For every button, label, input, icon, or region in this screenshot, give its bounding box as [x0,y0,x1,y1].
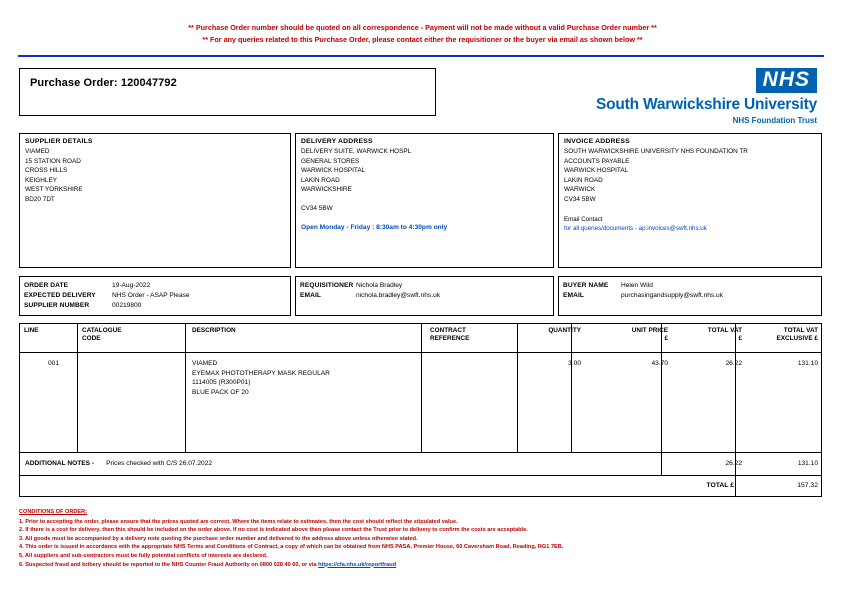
notes-column-divider [661,453,662,475]
supplier-line: WEST YORKSHIRE [25,186,83,194]
invoice-contact-email[interactable]: for all queries/documents - ap.invoices@swft.nhs.uk [564,225,707,233]
supplier-number-value: 00219800 [112,302,142,309]
condition-item: 3. All goods must be accompanied by a delivery note quoting the purchase order number and delivered to the address above unless otherwise stated. [19,535,418,542]
subtotal-excl: 131.10 [797,460,818,467]
delivery-line: WARWICKSHIRE [301,186,352,194]
invoice-line: WARWICK [564,186,596,194]
invoice-line: LAKIN ROAD [564,176,603,184]
buyer-email-label: EMAIL [563,292,585,299]
supplier-line: KEIGHLEY [25,176,57,184]
requisitioner-email-row [296,291,553,301]
requisitioner-name: Nichola Bradley [356,282,403,289]
nhs-logo: NHS [756,68,817,93]
order-date-label: ORDER DATE [24,282,69,289]
notice-line-2: ** For any queries related to this Purchase Order, please contact either the requisitioner or the buyer via email as shown below ** [202,35,643,44]
column-header-total-l1: TOTAL VAT [783,327,818,334]
header-divider [18,55,824,57]
invoice-line: ACCOUNTS PAYABLE [564,157,630,165]
delivery-postcode: CV34 5BW [301,204,333,212]
column-header-vat-l1: TOTAL VAT [707,327,742,334]
requisitioner-email-label: EMAIL [300,292,322,299]
column-header-description: DESCRIPTION [192,327,236,334]
invoice-heading: INVOICE ADDRESS [564,138,630,145]
column-header-vat-l2: £ [738,335,742,343]
description-line: 1114005 (R300P01) [192,379,251,387]
invoice-email-contact [564,215,816,234]
nhs-trust-name: South Warwickshire University [595,96,817,113]
buyer-box [558,276,822,316]
cell-quantity: 3.00 [568,360,581,367]
table-row [20,353,821,453]
delivery-heading: DELIVERY ADDRESS [301,138,373,145]
column-header-total-l2: EXCLUSIVE £ [776,335,818,343]
condition-item: 2. If there is a cost for delivery, then this should be included on the order above. If no cost is indicated above then please contact the Trust prior to delivery to confirm the costs are acceptable. [19,527,528,534]
condition-item: 4. This order is issued in accordance with the appropriate NHS Terms and Conditions of Contract, a copy of which can be obtained from NHS PASA, Premier House, 60 Caversham Road, Reading, RG1 7EB. [19,544,564,551]
condition-item: 5. All suppliers and sub-contractors must be fully potential conflicts of interests are declared. [19,552,268,559]
requisitioner-box [295,276,554,316]
description-line: EYEMAX PHOTOTHERAPY MASK REGULAR [192,369,330,377]
delivery-line: GENERAL STORES [301,157,360,165]
description-line: VIAMED [192,360,218,367]
cell-description [192,359,330,397]
grand-total-value: 157.32 [797,482,818,489]
fraud-report-link[interactable]: https://cfa.nhs.uk/reportfraud [318,561,397,568]
nhs-logo-block [567,68,817,125]
cell-unit-price: 43.70 [651,360,668,367]
delivery-address-box [295,133,554,268]
delivery-opening-hours: Open Monday - Friday : 8:30am to 4:30pm only [301,223,448,231]
invoice-line: SOUTH WARWICKSHIRE UNIVERSITY NHS FOUNDATION TR [564,148,748,155]
supplier-line: BD20 7DT [25,195,55,203]
condition-item-fraud-text: 6. Suspected fraud and bribery should be reported to the NHS Counter Fraud Authority on 0800 028 40 60, or via [19,561,319,568]
column-header-unit-l2: £ [664,335,668,343]
delivery-line: DELIVERY SUITE, WARWICK HOSPL [301,148,412,155]
line-items-table [19,323,822,453]
description-line: BLUE PACK OF 20 [192,388,249,396]
column-header-quantity: QUANTITY [548,327,581,334]
grand-total-row [19,476,822,497]
supplier-heading: SUPPLIER DETAILS [25,138,93,145]
column-header-line: LINE [24,327,39,334]
additional-notes-label [25,460,212,467]
column-header-total-excl [744,324,818,352]
conditions-of-order [19,508,824,569]
additional-notes-row [19,453,822,476]
column-header-unit-l1: UNIT PRICE [631,327,668,334]
grand-total-divider [735,476,736,496]
header-notice [55,22,790,46]
expected-delivery-value: NHS Order - ASAP Please [112,292,190,299]
invoice-line: CV34 5BW [564,195,596,203]
buyer-name-row [559,277,821,291]
cell-total-vat: 26.22 [725,360,742,367]
column-header-unit-price [580,324,668,352]
delivery-line: WARWICK HOSPITAL [301,167,366,175]
invoice-contact-heading: Email Contact [564,215,603,223]
supplier-line: CROSS HILLS [25,167,68,175]
supplier-line: VIAMED [25,148,50,155]
additional-notes-value: Prices checked with C/S 26.07.2022 [106,460,213,467]
subtotal-vat: 26.22 [725,460,742,467]
buyer-email-row [559,291,821,301]
page-title: Purchase Order: 120047792 [30,77,177,89]
condition-item: 1. Prior to accepting the order, please ensure that the prices quoted are correct. Where the items relate to estimates, then the cost should reflect the stipulated value. [19,518,458,525]
notice-line-1: ** Purchase Order number should be quoted on all correspondence - Payment will not be made without a valid Purchase Order number ** [188,23,657,32]
buyer-email-value[interactable]: purchasingandsupply@swft.nhs.uk [621,292,723,299]
purchase-order-box [19,68,436,116]
supplier-number-label: SUPPLIER NUMBER [24,302,90,309]
invoice-line: WARWICK HOSPITAL [564,167,629,175]
supplier-line: 15 STATION ROAD [25,157,81,165]
expected-delivery-row [20,291,290,301]
supplier-details-box [19,133,291,268]
expected-delivery-label: EXPECTED DELIVERY [24,292,96,299]
supplier-number-row [20,301,290,311]
conditions-heading: CONDITIONS OF ORDER: [19,509,88,515]
column-header-total-vat [670,324,742,352]
order-date-value: 19-Aug-2022 [112,282,151,289]
order-date-row [20,277,290,291]
requisitioner-label: REQUISITIONER [300,282,354,289]
column-header-catalogue [82,324,172,352]
cell-total-excl: 131.10 [797,360,818,367]
column-header-catalogue-l1: CATALOGUE [82,327,122,334]
condition-item-fraud [19,561,824,570]
buyer-name-label: BUYER NAME [563,282,609,289]
delivery-line: LAKIN ROAD [301,176,340,184]
nhs-trust-subtitle: NHS Foundation Trust [732,116,817,125]
column-header-contract-l2: REFERENCE [430,335,470,343]
invoice-address-box [558,133,822,268]
additional-notes-label-text: ADDITIONAL NOTES - [25,460,95,467]
column-header-contract [430,324,510,352]
cell-line-number: 001 [48,360,60,367]
column-header-catalogue-l2: CODE [82,335,101,343]
grand-total-label: TOTAL £ [706,482,734,489]
requisitioner-name-row [296,277,553,291]
table-header-row [20,324,821,353]
order-details-box [19,276,291,316]
requisitioner-email-value[interactable]: nichola.bradley@swft.nhs.uk [356,292,441,299]
column-header-contract-l1: CONTRACT [430,327,466,334]
buyer-name-value: Helen Wild [621,282,653,289]
